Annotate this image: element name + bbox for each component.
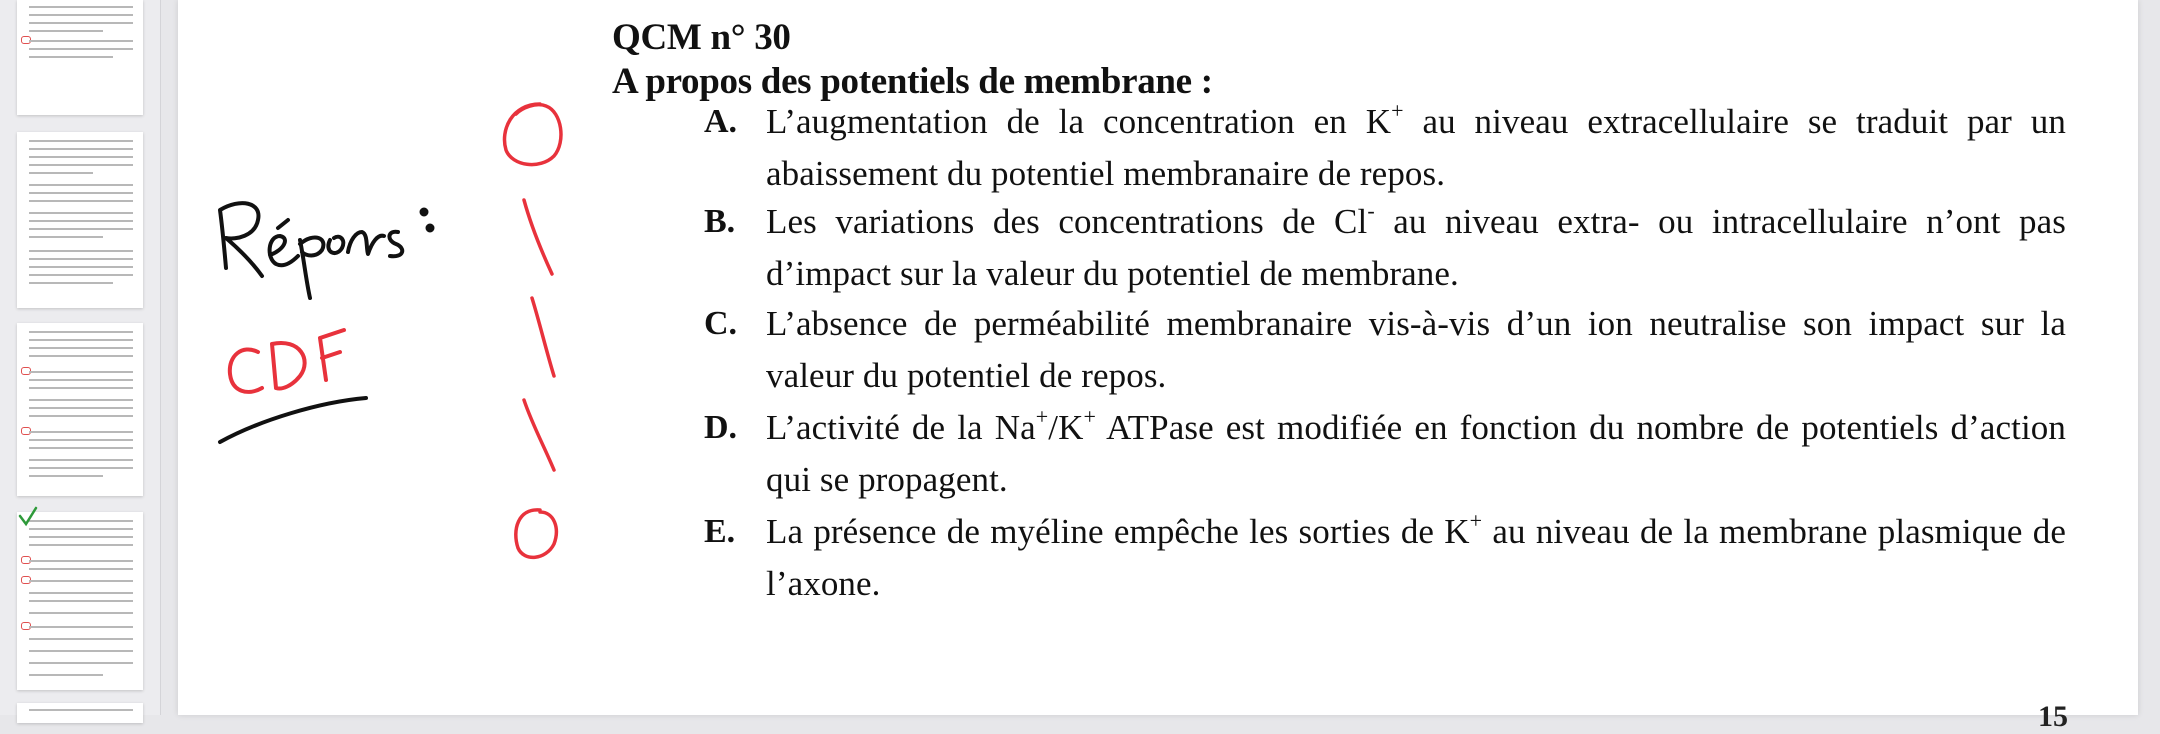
page-thumbnail-2[interactable] (17, 132, 143, 308)
page-thumbnail-3[interactable] (17, 323, 143, 496)
option-letter: C. (704, 305, 738, 342)
page-thumbnail-5[interactable] (17, 703, 143, 723)
page-number: 15 (2038, 700, 2068, 733)
option-letter: A. (704, 103, 738, 140)
option-text: L’absence de perméabilité membranaire vis-à-vis d’un ion neutralise son impact sur la valeur du potentiel de repos. (766, 304, 2066, 395)
page-thumbnail-4[interactable] (17, 512, 143, 690)
option-text: L’activité de la Na+/K+ ATPase est modifiée en fonction du nombre de potentiels d’action qui se propagent. (766, 404, 2066, 499)
option-text: L’augmentation de la concentration en K+ au niveau extracellulaire se traduit par un abaissement du potentiel membranaire de repos. (766, 98, 2066, 193)
option-text: La présence de myéline empêche les sorties de K+ au niveau de la membrane plasmique de l’axone. (766, 508, 2066, 603)
option-b (704, 196, 2066, 300)
option-c (704, 298, 2066, 402)
option-letter: B. (704, 203, 736, 240)
page-thumbnail-1[interactable] (17, 0, 143, 115)
document-page (178, 0, 2138, 733)
option-text: Les variations des concentrations de Cl- au niveau extra- ou intracellulaire n’ont pas d’impact sur la valeur du potentiel de membrane. (766, 198, 2066, 293)
option-d (704, 402, 2066, 506)
option-letter: D. (704, 409, 738, 446)
page-thumbnail-sidebar (0, 0, 161, 715)
option-e (704, 506, 2066, 610)
option-letter: E. (704, 513, 736, 550)
question-prompt: A propos des potentiels de membrane : (612, 61, 1213, 102)
question-number: QCM n° 30 (612, 17, 791, 58)
option-a (704, 96, 2066, 200)
